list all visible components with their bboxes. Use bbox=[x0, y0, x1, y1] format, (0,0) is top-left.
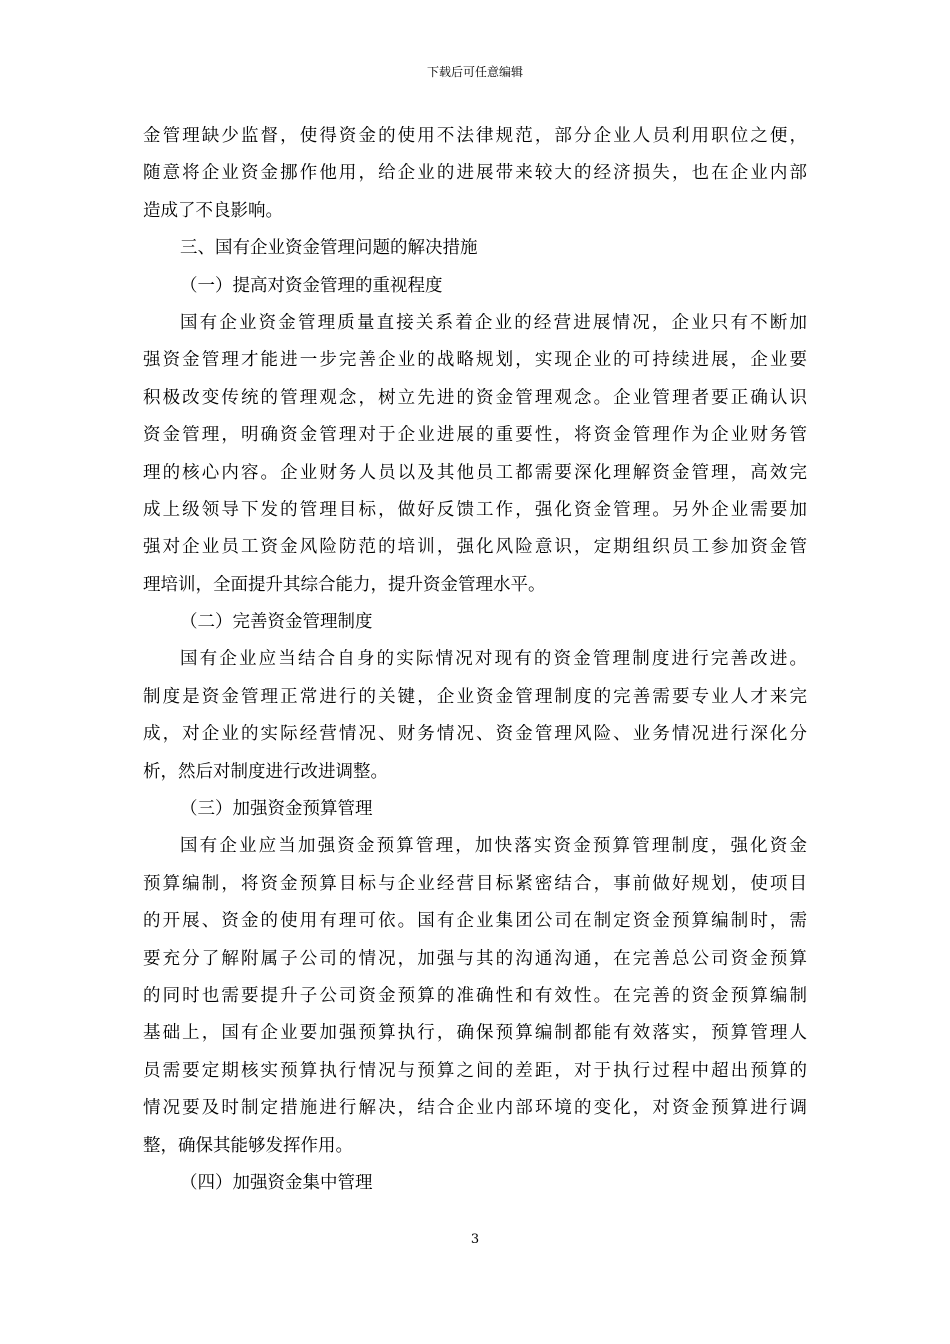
subsection-heading: （四）加强资金集中管理 bbox=[180, 1172, 373, 1193]
text-line: 整，确保其能够发挥作用。 bbox=[143, 1135, 353, 1156]
subsection-heading: （一）提高对资金管理的重视程度 bbox=[180, 275, 443, 296]
subsection-heading: （二）完善资金管理制度 bbox=[180, 612, 373, 633]
text-line: 情况要及时制定措施进行解决，结合企业内部环境的变化，对资金预算进行调 bbox=[143, 1098, 807, 1119]
page-header-note: 下载后可任意编辑 bbox=[426, 65, 523, 79]
text-line: 随意将企业资金挪作他用，给企业的进展带来较大的经济损失，也在企业内部 bbox=[143, 163, 807, 184]
text-line: 成上级领导下发的管理目标，做好反馈工作，强化资金管理。另外企业需要加 bbox=[143, 499, 807, 520]
text-line: 金管理缺少监督，使得资金的使用不法律规范，部分企业人员利用职位之便， bbox=[143, 126, 807, 146]
page-number: 3 bbox=[470, 1232, 480, 1247]
paragraph-first-line: 国有企业资金管理质量直接关系着企业的经营进展情况，企业只有不断加 bbox=[180, 312, 807, 333]
text-line: 预算编制，将资金预算目标与企业经营目标紧密结合，事前做好规划，使项目 bbox=[143, 873, 807, 894]
text-line: 理培训，全面提升其综合能力，提升资金管理水平。 bbox=[143, 574, 546, 595]
text-line: 析，然后对制度进行改进调整。 bbox=[143, 761, 388, 782]
text-line: 强对企业员工资金风险防范的培训，强化风险意识，定期组织员工参加资金管 bbox=[143, 537, 807, 558]
text-line: 造成了不良影响。 bbox=[143, 200, 283, 221]
document-body bbox=[143, 118, 807, 1202]
section-heading: 三、国有企业资金管理问题的解决措施 bbox=[180, 238, 478, 259]
subsection-heading: （三）加强资金预算管理 bbox=[180, 799, 373, 820]
paragraph-first-line: 国有企业应当结合自身的实际情况对现有的资金管理制度进行完善改进。 bbox=[180, 649, 807, 670]
text-line: 的同时也需要提升子公司资金预算的准确性和有效性。在完善的资金预算编制 bbox=[143, 985, 807, 1006]
text-line: 理的核心内容。企业财务人员以及其他员工都需要深化理解资金管理，高效完 bbox=[143, 462, 807, 483]
text-line: 员需要定期核实预算执行情况与预算之间的差距，对于执行过程中超出预算的 bbox=[143, 1060, 807, 1081]
text-line: 强资金管理才能进一步完善企业的战略规划，实现企业的可持续进展，企业要 bbox=[143, 350, 807, 371]
text-line: 的开展、资金的使用有理可依。国有企业集团公司在制定资金预算编制时，需 bbox=[143, 911, 807, 932]
text-line: 资金管理，明确资金管理对于企业进展的重要性，将资金管理作为企业财务管 bbox=[143, 425, 807, 446]
text-line: 积极改变传统的管理观念，树立先进的资金管理观念。企业管理者要正确认识 bbox=[143, 387, 807, 408]
text-line: 成，对企业的实际经营情况、财务情况、资金管理风险、业务情况进行深化分 bbox=[143, 724, 807, 745]
text-line: 基础上，国有企业要加强预算执行，确保预算编制都能有效落实，预算管理人 bbox=[143, 1023, 807, 1044]
paragraph-first-line: 国有企业应当加强资金预算管理，加快落实资金预算管理制度，强化资金 bbox=[180, 836, 807, 857]
text-line: 制度是资金管理正常进行的关键，企业资金管理制度的完善需要专业人才来完 bbox=[143, 686, 807, 707]
text-line: 要充分了解附属子公司的情况，加强与其的沟通沟通，在完善总公司资金预算 bbox=[143, 948, 807, 969]
